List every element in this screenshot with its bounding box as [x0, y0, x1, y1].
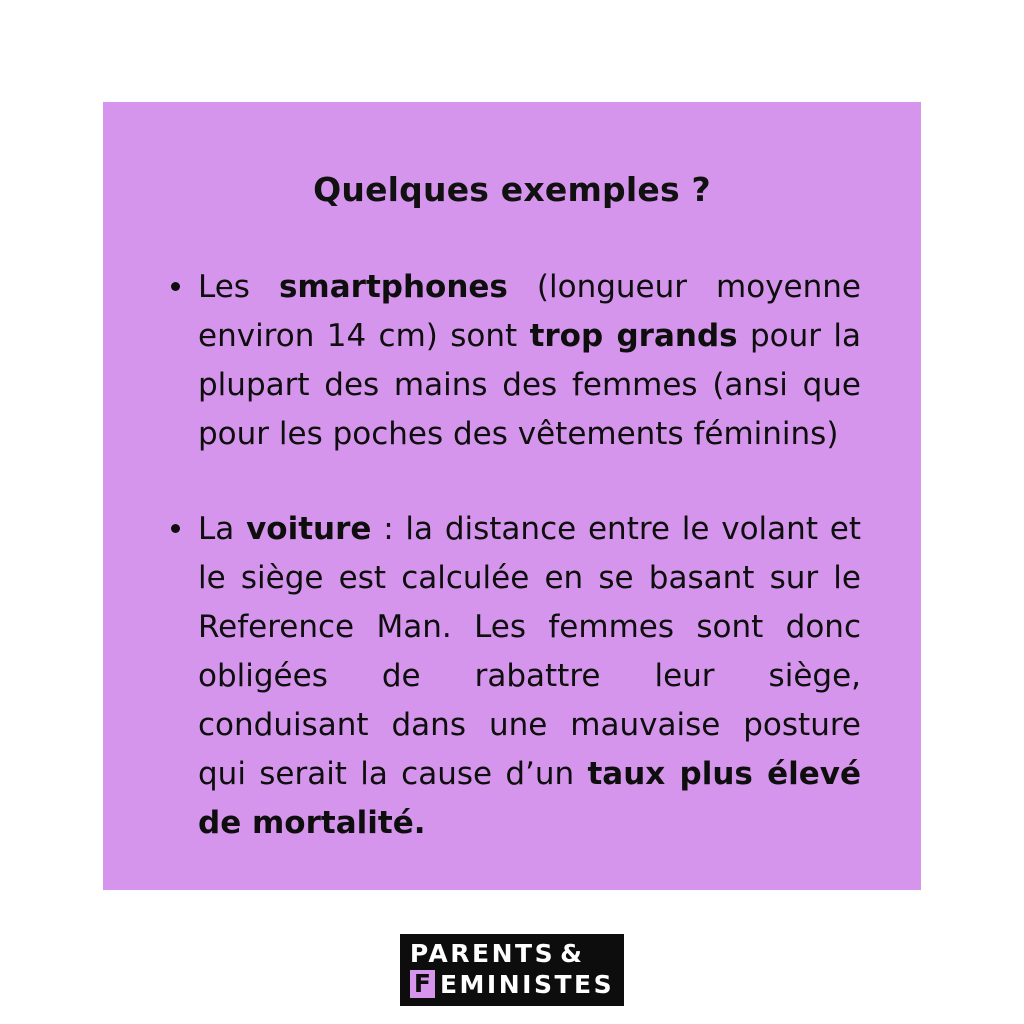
- bullet-list: [163, 263, 861, 848]
- bullet-text-segment: trop grands: [529, 317, 738, 354]
- bullet-text-segment: smartphones: [278, 269, 508, 305]
- logo-box: [400, 934, 624, 1006]
- bullet-text-segment: : la distance entre le volant et le siège est calculée en se basant sur le Reference Man. Les femmes sont donc obligées de rabattre leur siège, conduisant dans une mauvaise posture qui serait la cause d’un: [198, 510, 861, 792]
- logo-initial-f: F: [410, 970, 435, 998]
- bullet-text-segment: taux plus élevé de mortalité.: [198, 755, 861, 841]
- logo-word-feministes: EMINISTES: [439, 969, 615, 999]
- bullet-text-segment: La: [198, 510, 247, 547]
- brand-logo: [0, 934, 1024, 1006]
- bullet-text-segment: Les: [198, 269, 279, 305]
- logo-line-bottom: [410, 970, 614, 998]
- content-card: [103, 102, 921, 890]
- logo-line-top: [410, 941, 614, 966]
- bullet-text-segment: voiture: [246, 510, 372, 547]
- list-item: [163, 505, 861, 848]
- bullet-text-segment: (longueur moyenne environ 14 cm) sont: [198, 269, 861, 354]
- bullet-text-segment: pour la plupart des mains des femmes (ansi que pour les poches des vêtements féminins): [198, 317, 862, 452]
- logo-ampersand: &: [560, 939, 582, 968]
- logo-word-parents: PARENTS: [409, 939, 556, 968]
- list-item: [163, 263, 861, 459]
- page-title: Quelques exemples ?: [313, 170, 711, 209]
